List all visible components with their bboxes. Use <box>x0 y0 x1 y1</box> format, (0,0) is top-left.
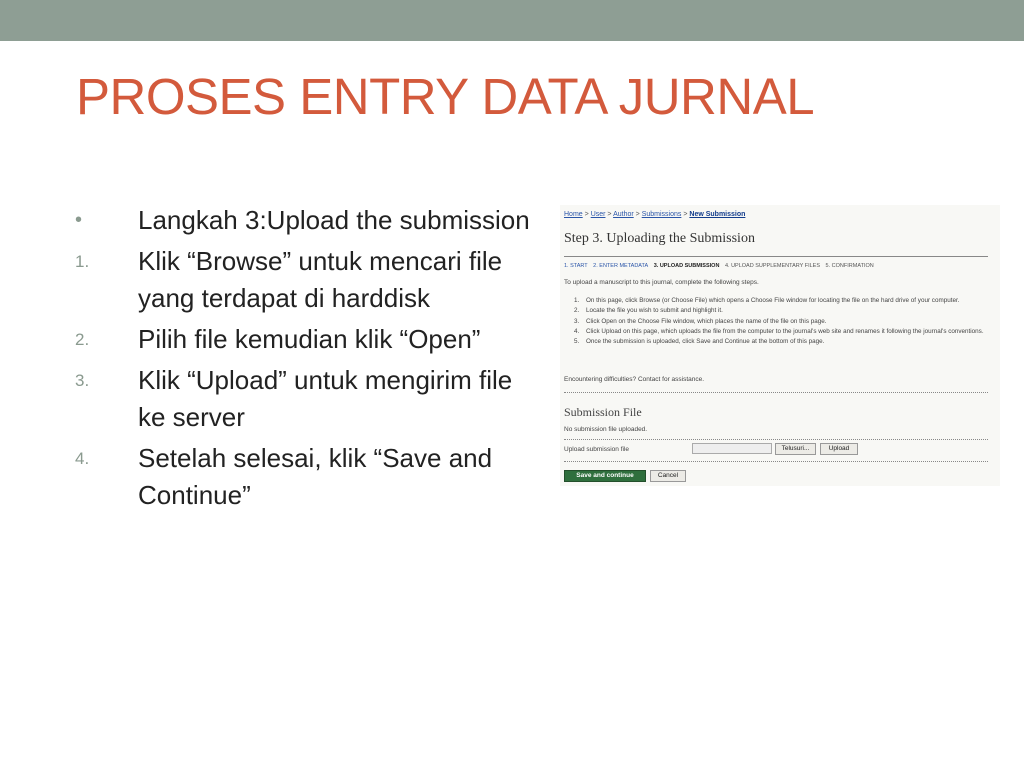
step-confirmation: 5. CONFIRMATION <box>825 263 874 269</box>
instruction-text: On this page, click Browse (or Choose File) which opens a Choose File window for locating the file on the hard drive of your computer. <box>586 297 960 304</box>
step-upload-current: 3. UPLOAD SUBMISSION <box>653 263 720 269</box>
top-decor-bar <box>0 0 1024 41</box>
list-item-text: Setelah selesai, klik “Save and Continue” <box>138 443 493 510</box>
list-item-text: Klik “Upload” untuk mengirim file ke server <box>138 365 513 432</box>
list-item <box>72 440 542 514</box>
list-item <box>72 321 542 358</box>
no-file-text: No submission file uploaded. <box>564 426 648 433</box>
steps-nav <box>564 263 878 269</box>
intro-text: To upload a manuscript to this journal, complete the following steps. <box>564 279 759 286</box>
list-item-text: Klik “Browse” untuk mencari file yang terdapat di harddisk <box>138 246 503 313</box>
upload-button[interactable]: Upload <box>820 443 858 455</box>
breadcrumb <box>564 211 745 218</box>
breadcrumb-new-submission[interactable]: New Submission <box>689 211 746 218</box>
instruction-item <box>574 296 984 306</box>
number-marker: 1. <box>75 252 90 271</box>
list-item <box>72 243 542 317</box>
embedded-screenshot <box>560 205 1000 486</box>
cancel-button[interactable]: Cancel <box>650 470 686 482</box>
upload-label: Upload submission file <box>564 446 630 453</box>
section-title: Submission File <box>564 405 642 419</box>
bullet-marker: • <box>75 209 83 231</box>
instruction-number: 5. <box>574 338 580 346</box>
list-item-text: Langkah 3:Upload the submission <box>138 205 530 235</box>
instruction-item <box>574 317 984 327</box>
browse-button[interactable]: Telusuri... <box>775 443 816 455</box>
step-heading: Step 3. Uploading the Submission <box>564 231 755 246</box>
instruction-item <box>574 337 984 347</box>
instruction-number: 1. <box>574 297 580 304</box>
breadcrumb-home[interactable]: Home <box>564 211 583 218</box>
breadcrumb-separator: > <box>635 211 640 218</box>
bullet-list <box>72 202 542 518</box>
list-item <box>72 202 542 239</box>
divider <box>564 256 988 257</box>
step-supplementary: 4. UPLOAD SUPPLEMENTARY FILES <box>724 263 821 269</box>
breadcrumb-author[interactable]: Author <box>613 211 634 218</box>
instruction-item <box>574 327 984 337</box>
breadcrumb-user[interactable]: User <box>590 211 606 218</box>
step-metadata-link[interactable]: 2. ENTER METADATA <box>593 263 649 269</box>
number-marker: 2. <box>75 330 90 349</box>
breadcrumb-submissions[interactable]: Submissions <box>641 211 682 218</box>
divider <box>564 439 988 440</box>
file-path-input[interactable] <box>692 443 772 454</box>
number-marker: 3. <box>75 371 90 390</box>
list-item-text: Pilih file kemudian klik “Open” <box>138 324 481 354</box>
breadcrumb-separator: > <box>584 211 589 218</box>
save-and-continue-button[interactable]: Save and continue <box>564 470 646 482</box>
instruction-text: Locate the file you wish to submit and highlight it. <box>586 307 723 315</box>
step-start-link[interactable]: 1. START <box>564 263 588 269</box>
number-marker: 4. <box>75 449 90 468</box>
list-item <box>72 362 542 436</box>
difficulties-text: Encountering difficulties? Contact for assistance. <box>564 376 705 383</box>
breadcrumb-separator: > <box>607 211 612 218</box>
instruction-item <box>574 306 984 316</box>
instruction-number: 4. <box>574 327 580 335</box>
instruction-text: Click Upload on this page, which uploads the file from the computer to the journal's web site and renames it following the journal's conventions. <box>586 327 984 335</box>
breadcrumb-separator: > <box>683 211 688 218</box>
instruction-text: Click Open on the Choose File window, which places the name of the file on this page. <box>586 317 827 325</box>
slide-title: PROSES ENTRY DATA JURNAL <box>76 68 815 125</box>
divider <box>564 461 988 462</box>
instruction-number: 2. <box>574 307 580 315</box>
instruction-text: Once the submission is uploaded, click Save and Continue at the bottom of this page. <box>586 338 825 346</box>
divider <box>564 392 988 393</box>
instruction-list <box>574 296 984 347</box>
instruction-number: 3. <box>574 317 580 325</box>
